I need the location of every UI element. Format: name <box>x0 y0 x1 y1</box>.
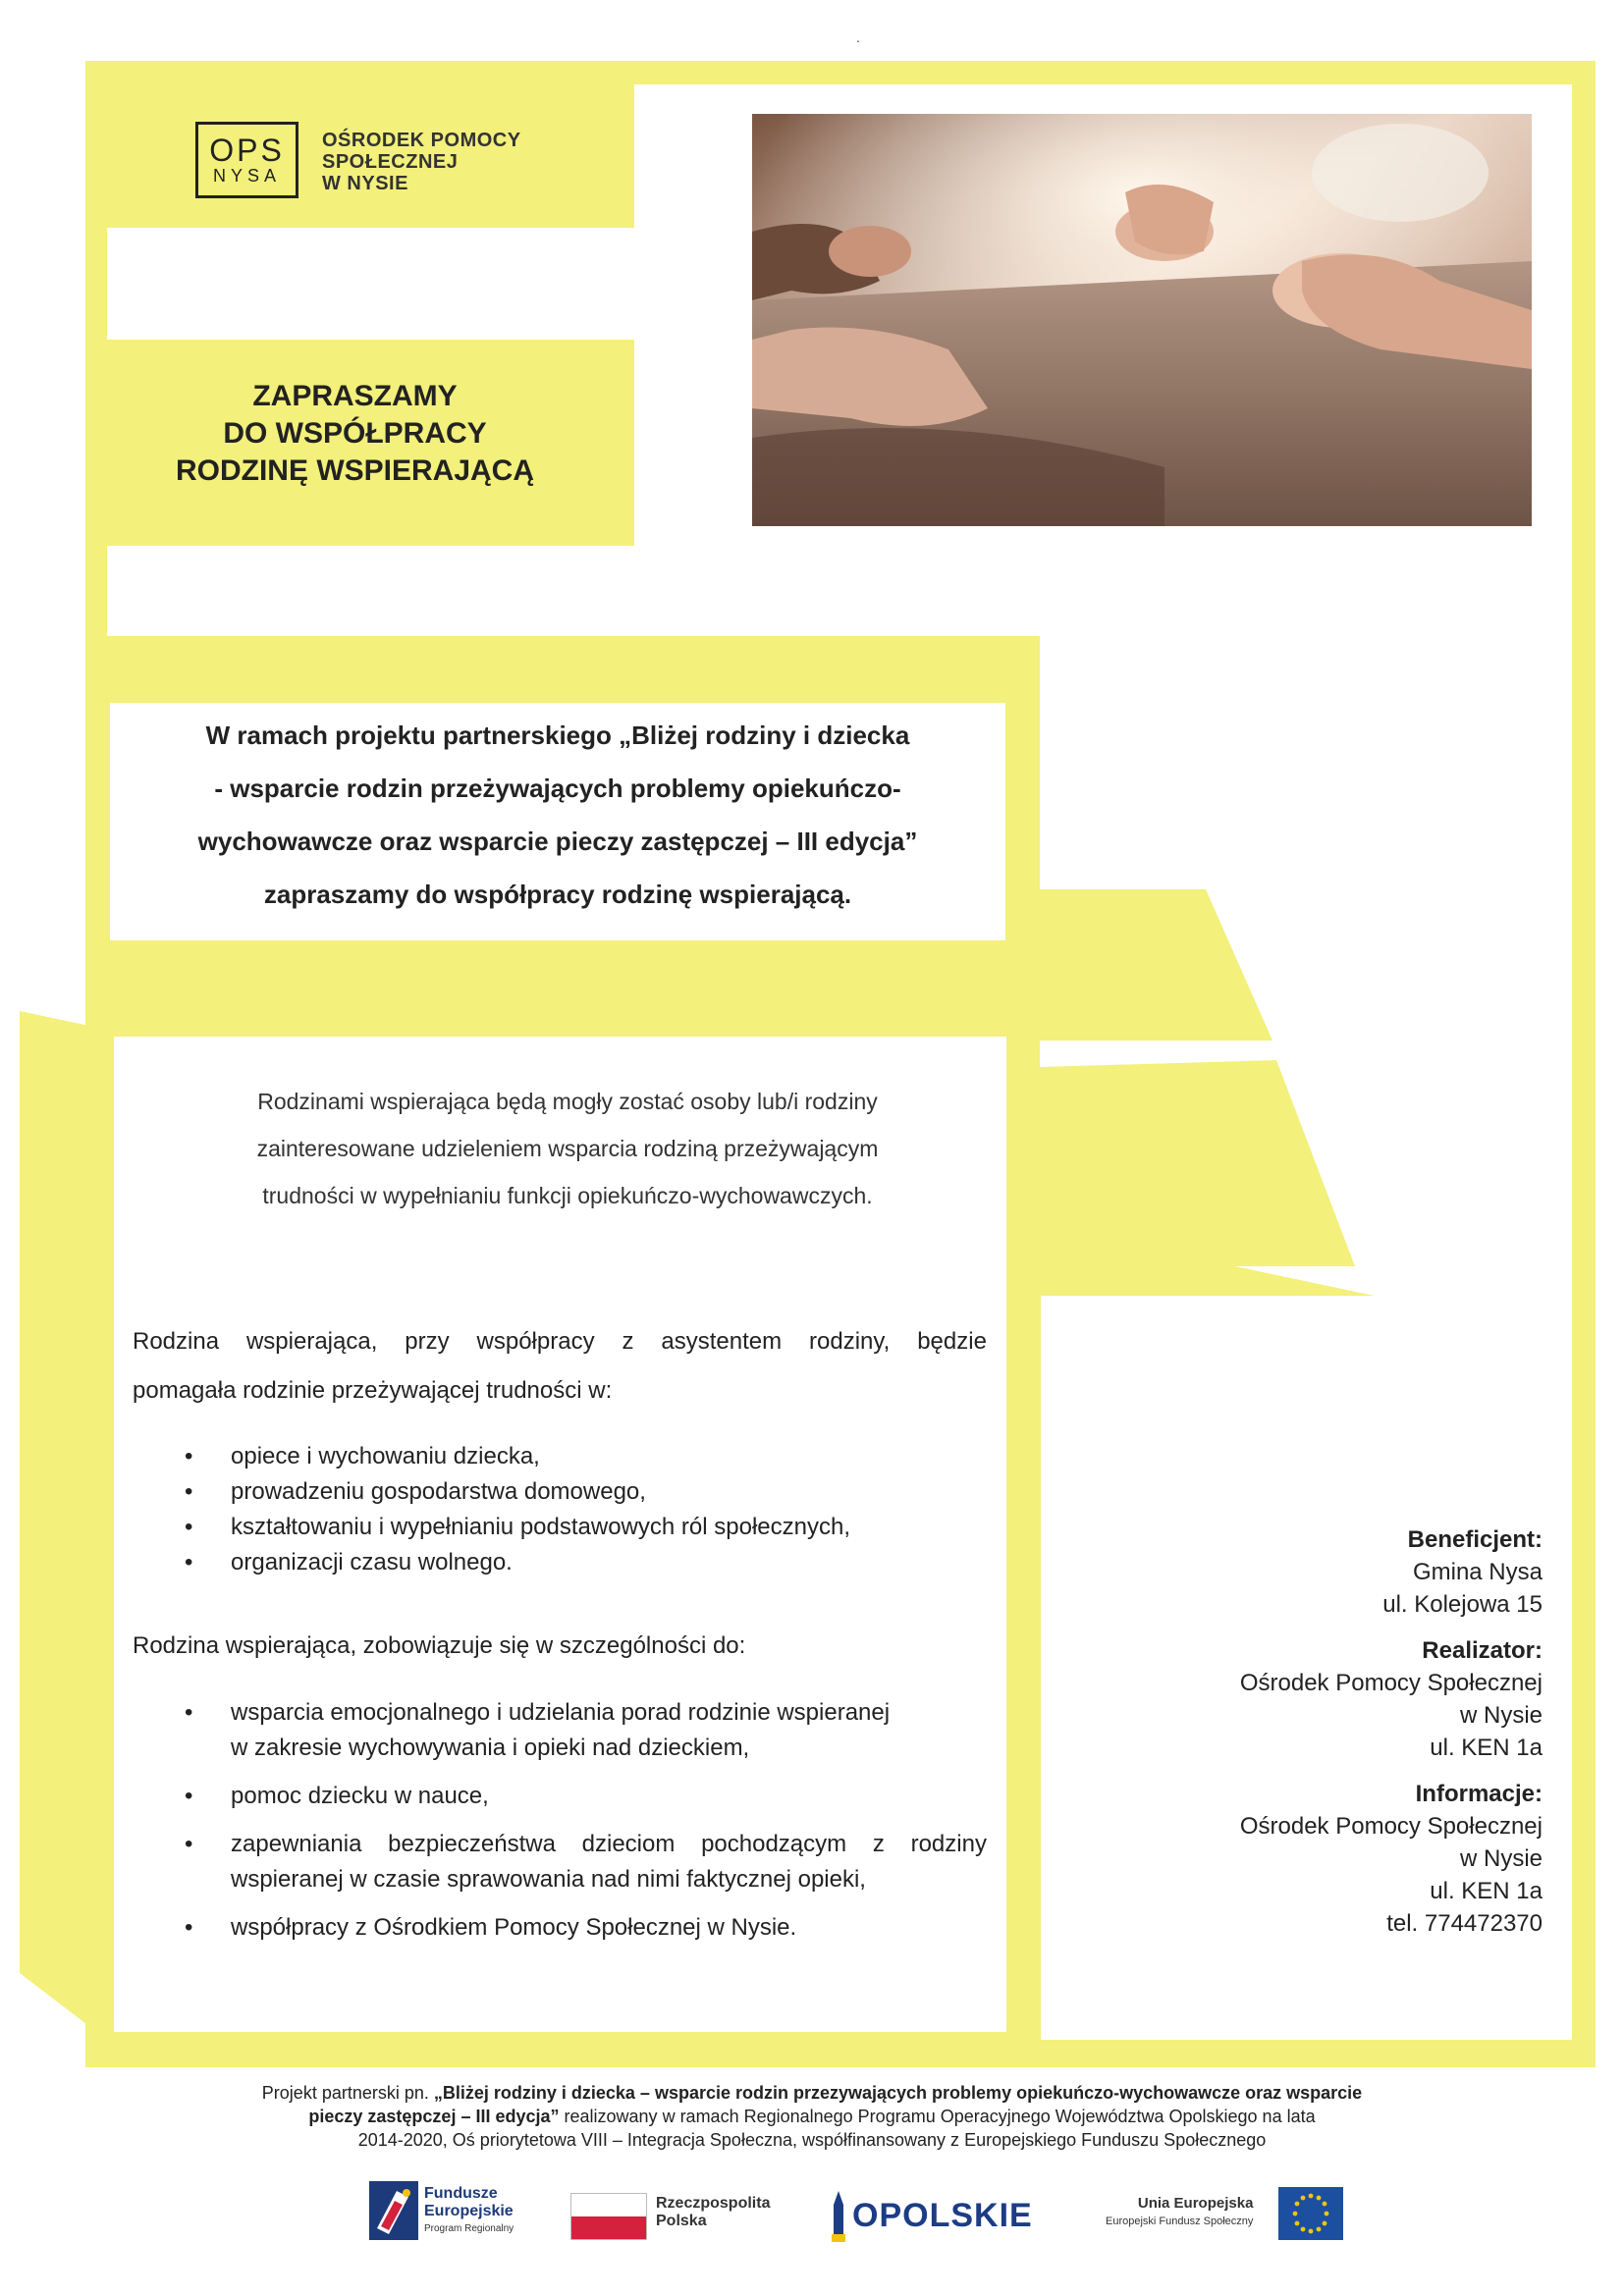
word: z <box>622 1328 634 1355</box>
beneficiary-label: Beneficjent: <box>1407 1526 1543 1553</box>
word: bezpieczeństwa <box>388 1831 556 1857</box>
eu-text <box>1106 2195 1253 2230</box>
footer-project-name: pieczy zastępczej – III edycja” <box>308 2107 560 2126</box>
eu-subline: Europejski Fundusz Społeczny <box>1106 2216 1254 2227</box>
invitation-title-line: DO WSPÓŁPRACY <box>223 417 487 450</box>
implementer-label: Realizator: <box>1422 1637 1543 1664</box>
eligibility-line: zainteresowane udzieleniem wsparcia rodziną przeżywającym <box>256 1136 879 1161</box>
list-item: • organizacji czasu wolnego. <box>133 1545 850 1580</box>
footer-line3: 2014-2020, Oś priorytetowa VIII – Integracja Społeczna, współfinansowany z Europejskiego Funduszu Społecznego <box>357 2130 1267 2150</box>
logo-mark-line2: NYSA <box>212 166 282 186</box>
word: wspierająca, <box>245 1328 378 1355</box>
word: • zapewniania <box>231 1831 362 1857</box>
beneficiary-line: ul. Kolejowa 15 <box>1382 1591 1543 1618</box>
word: rodziny <box>910 1831 987 1857</box>
obligations-heading: Rodzina wspierająca, zobowiązuje się w szczególności do: <box>133 1632 746 1659</box>
support-paragraph-line1 <box>133 1317 987 1366</box>
word: Rodzina <box>133 1328 220 1355</box>
footer-text: Projekt partnerski pn. <box>261 2083 434 2103</box>
word: rodziny, <box>809 1328 891 1355</box>
invitation-title-line: RODZINĘ WSPIERAJĄCĄ <box>175 454 535 487</box>
fe-line: Europejskie <box>424 2203 514 2219</box>
list-item: • prowadzeniu gospodarstwa domowego, <box>133 1474 850 1510</box>
obligations-list <box>133 1695 987 1958</box>
list-item-line: • współpracy z Ośrodkiem Pomocy Społecznej w Nysie. <box>231 1914 797 1941</box>
list-item <box>133 1827 987 1897</box>
information-line: Ośrodek Pomocy Społecznej <box>1239 1813 1543 1840</box>
european-funds-icon <box>369 2181 418 2240</box>
word: pochodzącym <box>701 1831 847 1857</box>
information-line: w Nysie <box>1459 1845 1543 1872</box>
eu-flag-icon <box>1278 2187 1343 2240</box>
footer-text: realizowany w ramach Regionalnego Programu Operacyjnego Województwa Opolskiego na lata <box>559 2107 1316 2126</box>
fe-subline: Program Regionalny <box>424 2223 514 2234</box>
european-funds-text <box>424 2185 514 2238</box>
hands-photo <box>752 114 1532 526</box>
list-item-line: • wsparcia emocjonalnego i udzielania porad rodzinie wspieranej <box>231 1699 891 1726</box>
support-paragraph-line2: pomagała rodzinie przeżywającej trudności w: <box>133 1377 613 1404</box>
organization-name-line: OŚRODEK POMOCY <box>322 130 521 151</box>
organization-name <box>322 130 521 194</box>
list-item <box>133 1910 987 1946</box>
word: dzieciom <box>581 1831 676 1857</box>
opolskie-text: OPOLSKIE <box>852 2197 1033 2234</box>
opolskie-tower-icon <box>831 2191 846 2242</box>
word: współpracy <box>476 1328 595 1355</box>
rp-line: Polska <box>656 2213 707 2229</box>
footer-project-name: „Bliżej rodziny i dziecka – wsparcie rodzin przezywających problemy opiekuńczo-wychowawcze oraz wsparcie <box>433 2083 1363 2103</box>
eligibility-line: Rodzinami wspierająca będą mogły zostać osoby lub/i rodziny <box>257 1089 878 1114</box>
information-line: ul. KEN 1a <box>1430 1878 1543 1904</box>
eu-line: Unia Europejska <box>1137 2195 1254 2212</box>
invitation-title <box>106 378 604 490</box>
partner-logos <box>369 2181 1341 2250</box>
implementer-line: Ośrodek Pomocy Społecznej <box>1239 1670 1543 1696</box>
poland-flag-icon <box>570 2193 647 2240</box>
list-item-line: wspieranej w czasie sprawowania nad nimi faktycznej opieki, <box>231 1866 866 1893</box>
footer-line1 <box>157 2081 1467 2105</box>
word: będzie <box>917 1328 987 1355</box>
invitation-title-line: ZAPRASZAMY <box>252 380 458 412</box>
list-item-line <box>231 1827 987 1862</box>
eligibility-line: trudności w wypełnianiu funkcji opiekuńczo-wychowawczych. <box>262 1183 873 1208</box>
list-item <box>133 1695 987 1766</box>
beneficiary-line: Gmina Nysa <box>1412 1559 1543 1585</box>
information-block <box>1240 1778 1543 1940</box>
list-item: • opiece i wychowaniu dziecka, <box>133 1439 850 1474</box>
list-item <box>133 1779 987 1814</box>
list-item-line: • pomoc dziecku w nauce, <box>231 1783 489 1809</box>
list-item-line: w zakresie wychowywania i opieki nad dzieckiem, <box>231 1735 750 1761</box>
project-intro-line: wychowawcze oraz wsparcie pieczy zastępczej – III edycja” <box>197 827 918 856</box>
information-label: Informacje: <box>1415 1781 1543 1807</box>
phone-number: tel. 774472370 <box>1386 1910 1543 1937</box>
list-item: • kształtowaniu i wypełnianiu podstawowych ról społecznych, <box>133 1510 850 1545</box>
project-intro <box>110 709 1005 921</box>
contact-info <box>1240 1523 1543 1953</box>
implementer-block <box>1240 1634 1543 1764</box>
footer-line2 <box>157 2105 1467 2128</box>
fe-line: Fundusze <box>424 2185 498 2202</box>
project-intro-line: - wsparcie rodzin przeżywających problemy opiekuńczo- <box>214 774 901 803</box>
eligibility-paragraph <box>126 1078 1009 1219</box>
logo-mark-line1: OPS <box>209 133 285 168</box>
implementer-line: w Nysie <box>1459 1702 1543 1729</box>
project-intro-line: zapraszamy do współpracy rodzinę wspierającą. <box>263 880 852 909</box>
project-footer <box>157 2081 1467 2152</box>
rp-line: Rzeczpospolita <box>656 2195 771 2212</box>
organization-name-line: W NYSIE <box>322 173 408 194</box>
organization-name-line: SPOŁECZNEJ <box>322 151 459 173</box>
ops-logo-mark <box>195 122 298 198</box>
word: asystentem <box>661 1328 783 1355</box>
implementer-line: ul. KEN 1a <box>1430 1735 1543 1761</box>
word: przy <box>405 1328 450 1355</box>
top-mark: . <box>856 29 860 45</box>
poland-text <box>656 2195 770 2230</box>
help-list <box>133 1439 850 1580</box>
project-intro-line: W ramach projektu partnerskiego „Bliżej rodziny i dziecka <box>205 721 910 750</box>
beneficiary-block <box>1240 1523 1543 1621</box>
word: z <box>872 1831 885 1857</box>
support-paragraph <box>133 1317 987 1415</box>
